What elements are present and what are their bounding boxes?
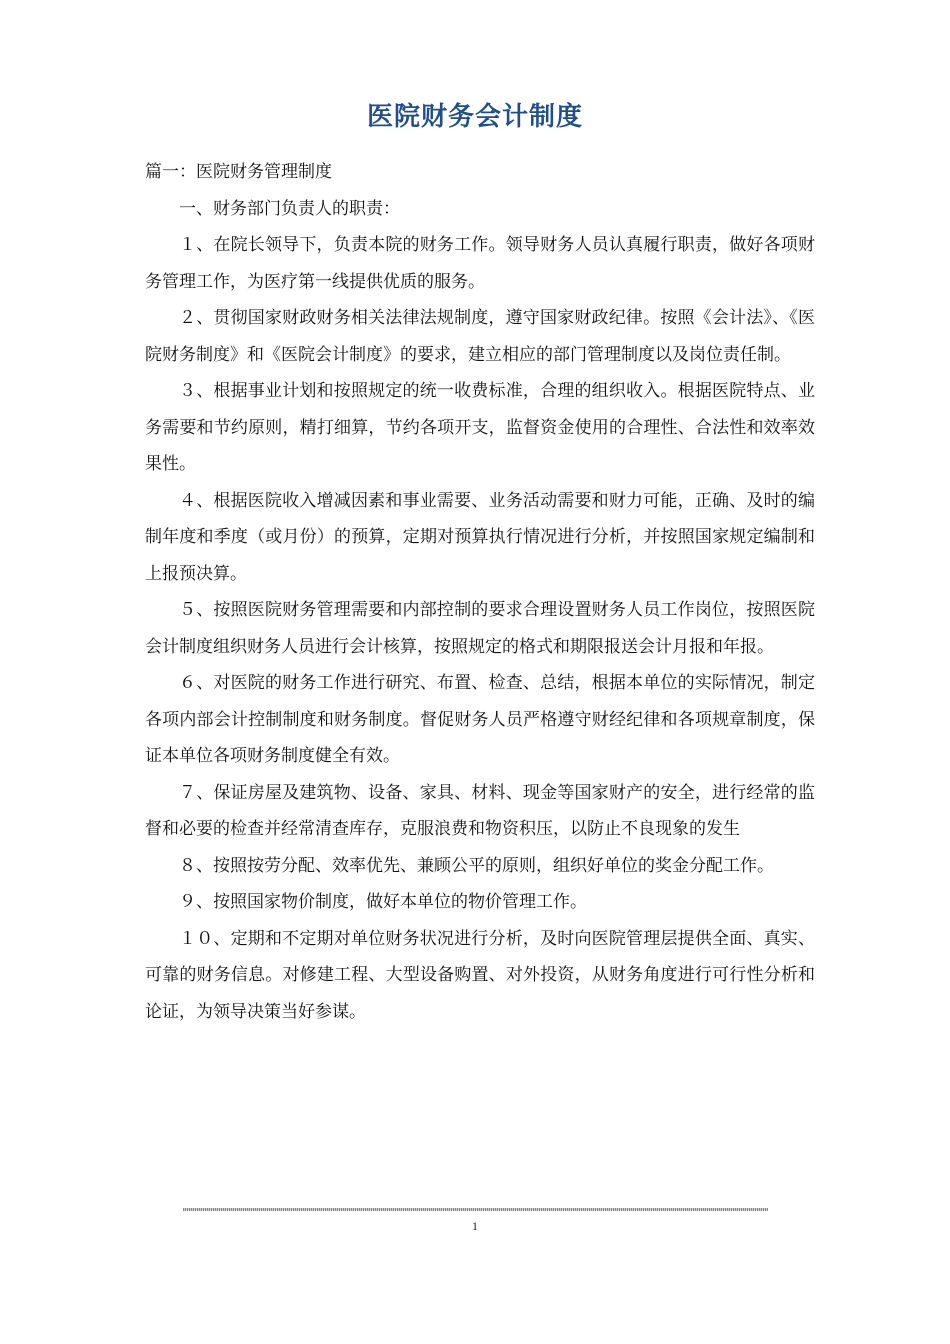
chapter-heading: 篇一：医院财务管理制度 (145, 162, 332, 182)
list-item: ３、根据事业计划和按照规定的统一收费标准，合理的组织收入。根据医院特点、业务需要和节约原则，精打细算，节约各项开支，监督资金使用的合理性、合法性和效率效果性。 (145, 381, 815, 474)
list-item: １、在院长领导下，负责本院的财务工作。领导财务人员认真履行职责，做好各项财务管理工作，为医疗第一线提供优质的服务。 (145, 235, 815, 292)
page-number: 1 (472, 1219, 478, 1233)
list-item: ５、按照医院财务管理需要和内部控制的要求合理设置财务人员工作岗位，按照医院会计制度组织财务人员进行会计核算，按照规定的格式和期限报送会计月报和年报。 (145, 600, 815, 657)
list-item: ９、按照国家物价制度，做好本单位的物价管理工作。 (179, 892, 587, 912)
section-heading: 一、财务部门负责人的职责： (179, 198, 400, 219)
document-title: 医院财务会计制度 (366, 102, 583, 132)
list-item: ７、保证房屋及建筑物、设备、家具、材料、现金等国家财产的安全，进行经常的监督和必要的检查并经常清查库存，克服浪费和物资积压，以防止不良现象的发生 (145, 782, 815, 839)
list-item: ８、按照按劳分配、效率优先、兼顾公平的原则，组织好单位的奖金分配工作。 (179, 855, 774, 876)
list-item: ６、对医院的财务工作进行研究、布置、检查、总结，根据本单位的实际情况，制定各项内部会计控制制度和财务制度。督促财务人员严格遵守财经纪律和各项规章制度，保证本单位各项财务制度健全有效。 (145, 673, 815, 766)
footer-divider (183, 1208, 768, 1211)
list-item: ２、贯彻国家财政财务相关法律法规制度，遵守国家财政纪律。按照《会计法》、《医院财务制度》和《医院会计制度》的要求，建立相应的部门管理制度以及岗位责任制。 (145, 308, 815, 365)
list-item: １０、定期和不定期对单位财务状况进行分析，及时向医院管理层提供全面、真实、可靠的财务信息。对修建工程、大型设备购置、对外投资，从财务角度进行可行性分析和论证，为领导决策当好参谋。 (145, 928, 815, 1022)
list-item: ４、根据医院收入增减因素和事业需要、业务活动需要和财力可能，正确、及时的编制年度和季度（或月份）的预算，定期对预算执行情况进行分析，并按照国家规定编制和上报预决算。 (145, 490, 815, 584)
document-body (145, 154, 815, 1030)
